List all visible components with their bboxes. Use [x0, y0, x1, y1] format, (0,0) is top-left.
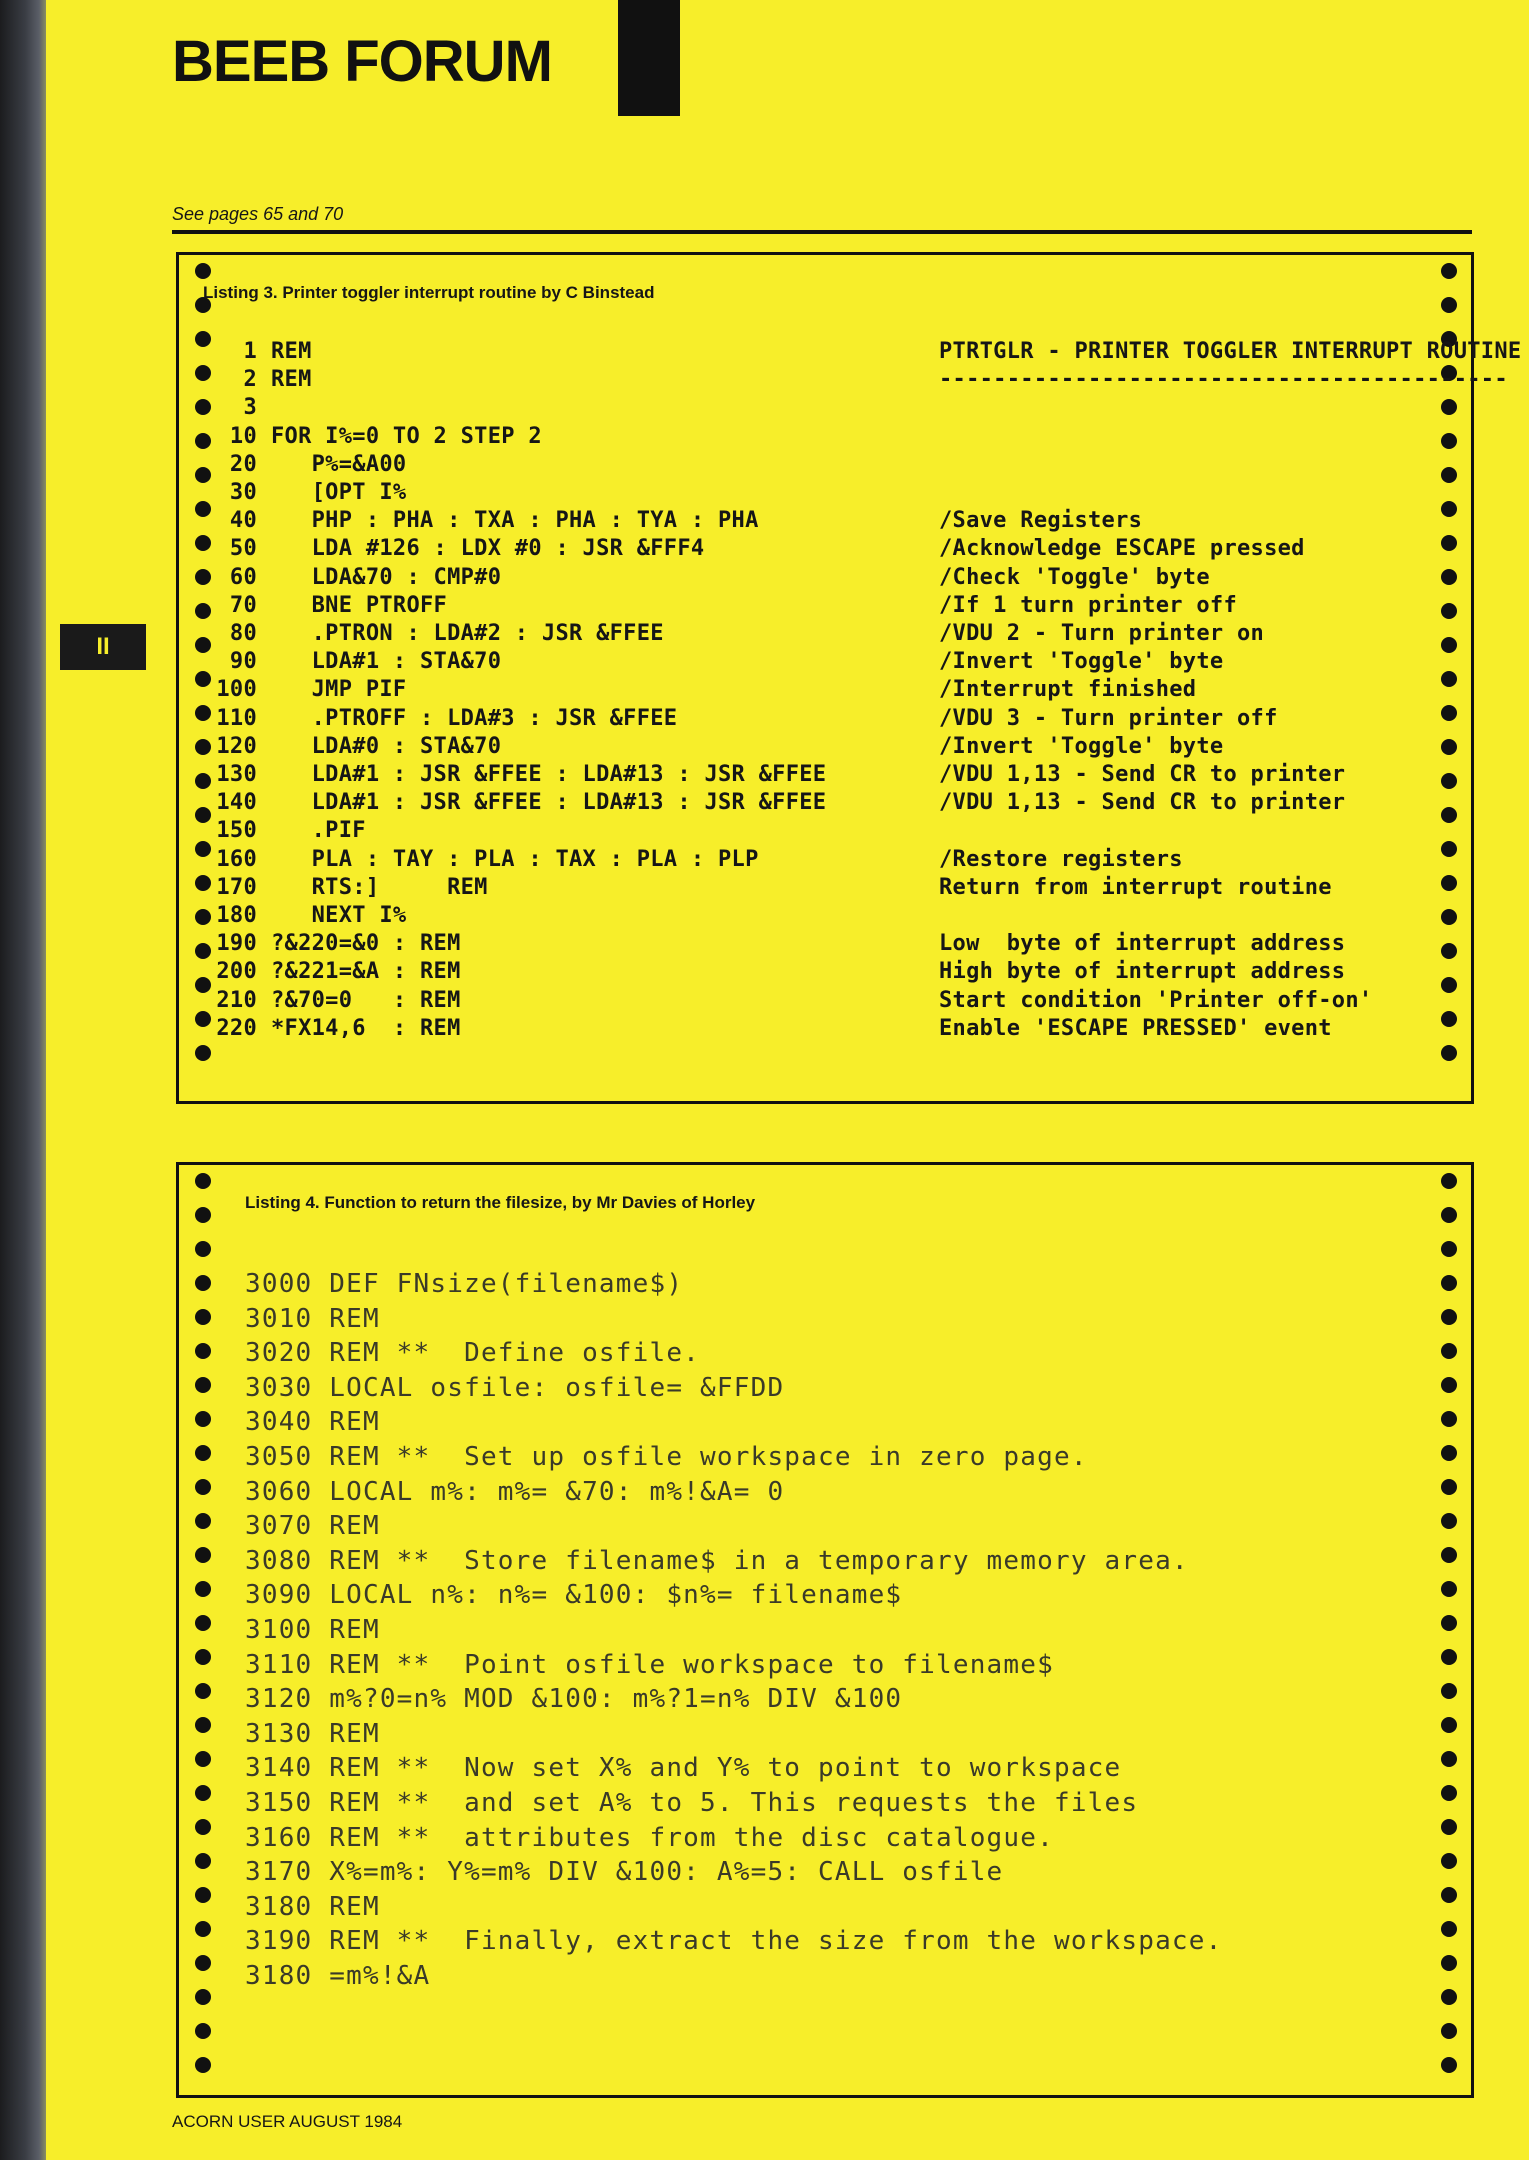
tractor-hole	[195, 1479, 211, 1495]
tractor-hole	[1441, 1377, 1457, 1393]
code-line	[185, 367, 312, 392]
tractor-hole	[1441, 1853, 1457, 1869]
tractor-hole	[1441, 977, 1457, 993]
tractor-hole	[195, 1921, 211, 1937]
code-text: .PIF	[271, 818, 366, 844]
code-line: 3040 REM	[245, 1407, 380, 1438]
tractor-hole	[1441, 1887, 1457, 1903]
tractor-hole	[1441, 1045, 1457, 1061]
code-line	[185, 734, 501, 759]
tractor-hole	[1441, 807, 1457, 823]
code-text: ?&70=0 : REM	[271, 987, 461, 1013]
line-number: 100	[216, 677, 257, 703]
tractor-hole	[1441, 1581, 1457, 1597]
code-line: 3080 REM ** Store filename$ in a temporary memory area.	[245, 1545, 1189, 1576]
header-rule	[172, 230, 1472, 234]
code-line: 3180 =m%!&A	[245, 1961, 431, 1991]
code-text: [OPT I%	[271, 480, 407, 505]
listing-3-title: Listing 3. Printer toggler interrupt routine by C Binstead	[203, 283, 655, 302]
code-line: 3030 LOCAL osfile: osfile= &FFDD	[245, 1372, 785, 1403]
code-line	[185, 847, 759, 872]
code-text: LDA#1 : JSR &FFEE : LDA#13 : JSR &FFEE	[271, 790, 827, 816]
tractor-hole	[1441, 603, 1457, 619]
code-line	[185, 536, 704, 561]
code-line: 3170 X%=m%: Y%=m% DIV &100: A%=5: CALL osfile	[245, 1857, 1004, 1888]
code-line: 3100 REM	[245, 1615, 380, 1645]
code-comment: /Restore registers	[939, 846, 1183, 872]
masthead-title: BEEB FORUM	[172, 29, 552, 94]
code-comment: Start condition 'Printer off-on'	[939, 987, 1373, 1013]
tractor-hole	[1441, 569, 1457, 585]
code-text: *FX14,6 : REM	[271, 1015, 461, 1041]
line-number: 200	[216, 959, 257, 985]
code-text: LDA #126 : LDX #0 : JSR &FFF4	[271, 536, 705, 562]
code-comment: /VDU 2 - Turn printer on	[939, 621, 1265, 646]
line-number: 190	[216, 931, 257, 957]
tractor-hole	[195, 1275, 211, 1291]
code-line	[185, 649, 501, 674]
code-line: 3120 m%?0=n% MOD &100: m%?1=n% DIV &100	[245, 1684, 903, 1715]
line-number: 10	[229, 423, 257, 449]
code-comment: Return from interrupt routine	[939, 874, 1332, 900]
code-line	[185, 818, 366, 843]
tractor-hole	[1441, 943, 1457, 959]
tractor-hole	[195, 1955, 211, 1971]
tractor-hole	[1441, 1011, 1457, 1027]
listing-4-title: Listing 4. Function to return the filesize, by Mr Davies of Horley	[245, 1193, 756, 1212]
tractor-holes-right	[1433, 1165, 1463, 2095]
tractor-hole	[1441, 2057, 1457, 2073]
code-line: 3190 REM ** Finally, extract the size from the workspace.	[245, 1926, 1223, 1957]
tractor-hole	[1441, 1921, 1457, 1937]
tractor-hole	[1441, 467, 1457, 483]
tractor-hole	[195, 1377, 211, 1393]
line-number: 180	[216, 903, 257, 928]
code-line: 3150 REM ** and set A% to 5. This requests the files	[245, 1788, 1139, 1818]
tractor-hole	[195, 1683, 211, 1699]
code-line: 3140 REM ** Now set X% and Y% to point to workspace	[245, 1753, 1122, 1784]
code-text: .PTROFF : LDA#3 : JSR &FFEE	[271, 705, 678, 731]
tractor-hole	[195, 1989, 211, 2005]
tractor-hole	[195, 1411, 211, 1427]
code-text: LDA#0 : STA&70	[271, 733, 502, 759]
tractor-hole	[1441, 2023, 1457, 2039]
line-number: 70	[229, 592, 257, 618]
see-pages-note: See pages 65 and 70	[172, 204, 344, 224]
code-text: PHP : PHA : TXA : PHA : TYA : PHA	[271, 508, 759, 534]
tractor-hole	[1441, 1785, 1457, 1801]
code-comment: /VDU 1,13 - Send CR to printer	[939, 790, 1346, 816]
tractor-hole	[1441, 773, 1457, 789]
code-line	[185, 480, 406, 505]
code-comment: ------------------------------------------	[939, 367, 1508, 393]
code-line	[185, 395, 271, 420]
tractor-hole	[1441, 1275, 1457, 1291]
tractor-hole	[1441, 841, 1457, 857]
code-text: REM	[271, 339, 312, 364]
code-comment: PTRTGLR - PRINTER TOGGLER INTERRUPT ROUTINE	[939, 339, 1522, 364]
tractor-hole	[195, 1615, 211, 1631]
tractor-hole	[195, 2023, 211, 2039]
tractor-hole	[1441, 1479, 1457, 1495]
code-comment: /VDU 1,13 - Send CR to printer	[939, 762, 1346, 787]
line-number: 90	[229, 649, 257, 675]
code-comment: /Invert 'Toggle' byte	[939, 649, 1224, 675]
code-text: ?&220=&0 : REM	[271, 931, 461, 957]
section-tab: II	[60, 624, 146, 670]
tractor-hole	[1441, 1989, 1457, 2005]
tractor-hole	[195, 1751, 211, 1767]
tractor-hole	[1441, 1955, 1457, 1971]
tractor-hole	[1441, 1547, 1457, 1563]
code-line	[185, 790, 826, 815]
tractor-hole	[195, 1785, 211, 1801]
code-line	[185, 339, 312, 364]
tractor-hole	[195, 1649, 211, 1665]
tractor-hole	[1441, 501, 1457, 517]
tractor-hole	[195, 1887, 211, 1903]
code-line	[185, 593, 447, 618]
line-number: 40	[229, 508, 257, 534]
code-comment: /VDU 3 - Turn printer off	[939, 705, 1278, 731]
page-footer: ACORN USER AUGUST 1984	[172, 2112, 403, 2131]
code-line	[185, 706, 677, 731]
tractor-hole	[1441, 1173, 1457, 1189]
tractor-hole	[1441, 671, 1457, 687]
tractor-hole	[195, 263, 211, 279]
tractor-holes-left	[187, 1165, 217, 2095]
code-text: JMP PIF	[271, 677, 407, 703]
line-number: 170	[216, 874, 257, 900]
code-text: LDA#1 : STA&70	[271, 649, 502, 675]
tractor-hole	[1441, 705, 1457, 721]
tractor-hole	[1441, 1411, 1457, 1427]
code-line: 3160 REM ** attributes from the disc catalogue.	[245, 1822, 1054, 1853]
code-comment: /Acknowledge ESCAPE pressed	[939, 536, 1305, 562]
code-text: .PTRON : LDA#2 : JSR &FFEE	[271, 621, 664, 646]
tractor-hole	[1441, 909, 1457, 925]
code-line	[185, 621, 664, 646]
tractor-hole	[1441, 1445, 1457, 1461]
line-number: 3	[243, 395, 257, 421]
tractor-hole	[1441, 1819, 1457, 1835]
tractor-hole	[195, 1343, 211, 1359]
tractor-hole	[1441, 1207, 1457, 1223]
code-line: 3130 REM	[245, 1718, 380, 1749]
code-line	[185, 959, 461, 984]
tractor-hole	[195, 1045, 211, 1061]
code-line: 3050 REM ** Set up osfile workspace in zero page.	[245, 1442, 1088, 1472]
tractor-hole	[195, 1853, 211, 1869]
code-line	[185, 508, 759, 533]
line-number: 1	[243, 339, 257, 364]
tractor-hole	[195, 1547, 211, 1563]
tractor-hole	[1441, 1241, 1457, 1257]
line-number: 80	[229, 621, 257, 646]
code-text: P%=&A00	[271, 451, 407, 477]
tractor-hole	[195, 1819, 211, 1835]
line-number: 50	[229, 536, 257, 562]
code-line	[185, 1016, 461, 1041]
masthead-block	[618, 0, 680, 116]
listing-3-box	[176, 252, 1522, 1104]
code-line: 3010 REM	[245, 1303, 380, 1334]
code-line: 3000 DEF FNsize(filename$)	[245, 1269, 684, 1299]
tractor-hole	[1441, 739, 1457, 755]
page-binding-shadow	[0, 0, 46, 2160]
line-number: 140	[216, 790, 257, 816]
code-line	[185, 931, 461, 956]
code-line: 3020 REM ** Define osfile.	[245, 1338, 701, 1369]
code-text: BNE PTROFF	[271, 592, 448, 618]
tractor-hole	[1441, 1649, 1457, 1665]
tractor-hole	[1441, 1751, 1457, 1767]
line-number: 60	[229, 564, 257, 590]
tractor-hole	[1441, 875, 1457, 891]
code-line: 3180 REM	[245, 1891, 380, 1922]
tractor-hole	[195, 1581, 211, 1597]
tractor-hole	[1441, 1343, 1457, 1359]
code-text: ?&221=&A : REM	[271, 959, 461, 985]
code-line	[185, 424, 542, 449]
code-comment: Enable 'ESCAPE PRESSED' event	[939, 1015, 1332, 1041]
tractor-hole	[1441, 263, 1457, 279]
tractor-hole	[195, 1513, 211, 1529]
tractor-hole	[195, 1241, 211, 1257]
tractor-hole	[1441, 1309, 1457, 1325]
tractor-hole	[1441, 1683, 1457, 1699]
line-number: 210	[216, 987, 257, 1013]
line-number: 120	[216, 733, 257, 759]
listing-4-box	[176, 1162, 1474, 2098]
code-comment: /Interrupt finished	[939, 677, 1197, 703]
code-comment: /Save Registers	[939, 508, 1143, 534]
tractor-hole	[1441, 1615, 1457, 1631]
code-text: NEXT I%	[271, 903, 407, 928]
line-number: 30	[229, 480, 257, 505]
code-line: 3090 LOCAL n%: n%= &100: $n%= filename$	[245, 1580, 903, 1611]
tractor-hole	[195, 1207, 211, 1223]
line-number: 160	[216, 846, 257, 872]
tractor-hole	[1441, 399, 1457, 415]
code-text: PLA : TAY : PLA : TAX : PLA : PLP	[271, 846, 759, 872]
code-comment: /Check 'Toggle' byte	[939, 564, 1210, 590]
tractor-hole	[195, 1445, 211, 1461]
line-number: 220	[216, 1015, 257, 1041]
code-text: REM	[271, 367, 312, 393]
tractor-hole	[1441, 535, 1457, 551]
code-line	[185, 875, 488, 900]
code-line: 3110 REM ** Point osfile workspace to filename$	[245, 1649, 1054, 1680]
tractor-hole	[1441, 297, 1457, 313]
tractor-hole	[195, 2057, 211, 2073]
code-comment: High byte of interrupt address	[939, 959, 1346, 985]
code-line	[185, 903, 406, 928]
line-number: 110	[216, 705, 257, 731]
tractor-hole	[1441, 637, 1457, 653]
code-line	[185, 677, 406, 702]
line-number: 130	[216, 762, 257, 787]
line-number: 20	[229, 451, 257, 477]
code-line	[185, 762, 826, 787]
code-text: LDA&70 : CMP#0	[271, 564, 502, 590]
tractor-hole	[1441, 1717, 1457, 1733]
code-line	[185, 452, 406, 477]
tractor-hole	[195, 1309, 211, 1325]
tractor-hole	[195, 1173, 211, 1189]
tractor-hole	[1441, 433, 1457, 449]
code-comment: Low byte of interrupt address	[939, 931, 1346, 957]
code-line: 3060 LOCAL m%: m%= &70: m%!&A= 0	[245, 1476, 785, 1507]
tractor-hole	[1441, 1513, 1457, 1529]
line-number: 2	[243, 367, 257, 393]
code-comment: /If 1 turn printer off	[939, 592, 1237, 618]
code-line: 3070 REM	[245, 1511, 380, 1542]
code-line	[185, 988, 461, 1013]
code-comment: /Invert 'Toggle' byte	[939, 733, 1224, 759]
code-text: FOR I%=0 TO 2 STEP 2	[271, 423, 542, 449]
code-text: RTS:] REM	[271, 874, 488, 900]
line-number: 150	[216, 818, 257, 844]
code-text: LDA#1 : JSR &FFEE : LDA#13 : JSR &FFEE	[271, 762, 827, 787]
tractor-hole	[195, 1717, 211, 1733]
code-line	[185, 565, 501, 590]
